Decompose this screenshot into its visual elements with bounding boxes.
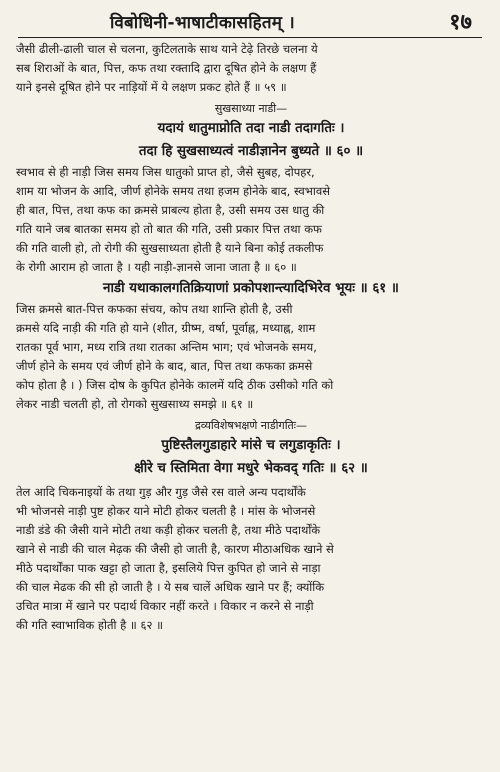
text-line: क्रमसे यदि नाड़ी की गति हो याने (शीत, ग्रीष्म, वर्षा, पूर्वाह्न, मध्याह्न, शाम	[16, 321, 316, 335]
header-rule	[18, 37, 482, 38]
text-line: तेल आदि चिकनाइयों के तथा गुड़ और गुड़ जैसे रस वाले अन्य पदार्थोंके	[16, 485, 306, 499]
text-line: की चाल मेढक की सी हो जाती है । ये सब चालें अधिक खाने पर हैं; क्योंकि	[16, 580, 325, 594]
page-header	[0, 6, 500, 36]
text-line: जिस क्रमसे बात-पित्त कफका संचय, कोप तथा शान्ति होती है, उसी	[16, 302, 293, 316]
text-line: मीठे पदार्थोंका पाक खट्टा हो जाता है, इसलिये पित्त कुपित हो जाने से नाड़ा	[16, 561, 321, 575]
page-body	[16, 40, 486, 635]
verse-62	[16, 434, 486, 480]
text-line: कोप होता है । ) जिस दोष के कुपित होनेके कालमें यदि ठीक उसीको गति को	[16, 378, 334, 392]
text-line: नाडी डंडे की जैसी याने मोटी तथा कड़ी होकर चलती है, तथा मीठे पदार्थोंके	[16, 523, 321, 537]
page-number: १७	[449, 10, 472, 35]
paragraph-59-commentary	[16, 40, 486, 97]
verse-line: पुष्टिस्तैलगुडाहारे मांसे च लगुडाकृतिः ।	[161, 438, 341, 453]
subheading-sukhasadhya: सुखसाध्या नाडी—	[214, 102, 288, 115]
text-line: सब शिराओं के बात, पित्त, कफ तथा रक्तादि द्वारा दूषित होने के लक्षण हैं	[16, 61, 317, 75]
text-line: के रोगी आराम हो जाता है । यही नाड़ी-ज्ञानसे जाना जाता है ॥ ६० ॥	[16, 260, 297, 274]
text-line: स्वभाव से ही नाड़ी जिस समय जिस धातुको प्राप्त हो, जैसे सुबह, दोपहर,	[16, 165, 315, 179]
paragraph-60-commentary	[16, 163, 486, 277]
text-line: जैसी ढीली-ढाली चाल से चलना, कुटिलताके साथ याने टेढ़े तिरछे चलना ये	[16, 42, 318, 56]
text-line: जीर्ण होने के समय एवं जीर्ण होने के बाद, बात, पित्त तथा कफका क्रमसे	[16, 359, 313, 373]
text-line: भी भोजनसे नाड़ी पुष्ट होकर याने मोटी होकर चलती है । मांस के भोजनसे	[16, 504, 316, 518]
subheading-dravya-vishesh: द्रव्यविशेषभक्षणे नाडीगतिः—	[194, 419, 308, 432]
text-line: ही बात, पित्त, तथा कफ का क्रमसे प्राबल्य होता है, उसी समय उस धातु की	[16, 203, 325, 217]
text-line: की गति स्वाभाविक होती है ॥ ६२ ॥	[16, 618, 163, 632]
verse-line: नाडी यथाकालगतिक्रियाणां प्रकोपशान्त्यादिभिरेव भूयः ॥ ६१ ॥	[103, 281, 399, 296]
verse-61	[16, 277, 486, 300]
text-line: शाम या भोजन के आदि, जीर्ण होनेके समय तथा हजम होनेके बाद, स्वभावसे	[16, 184, 331, 198]
text-line: खाने से नाडी की चाल मेढ़क की जैसी हो जाती है, कारण मीठाअधिक खाने से	[16, 542, 334, 556]
text-line: लेकर नाडी चलती हो, तो रोगको सुखसाध्य समझे ॥ ६१ ॥	[16, 397, 254, 411]
text-line: की गति वाली हो, तो रोगी की सुखसाध्यता होती है याने बिना कोई तकलीफ	[16, 241, 324, 255]
paragraph-61-commentary	[16, 300, 486, 414]
text-line: गति याने जब बातका समय हो तो बात की गति, उसी प्रकार पित्त तथा कफ	[16, 222, 322, 236]
text-line: रातका पूर्व भाग, मध्य रात्रि तथा रातका अन्तिम भाग; एवं भोजनके समय,	[16, 340, 317, 354]
verse-line: तदा हि सुखसाध्यत्वं नाडीज्ञानेन बुध्यते ॥ ६० ॥	[138, 144, 364, 159]
paragraph-62-commentary	[16, 483, 486, 635]
verse-60	[16, 117, 486, 163]
text-line: उचित मात्रा में खाने पर पदार्थ विकार नहीं करते । विकार न करने से नाड़ी	[16, 599, 314, 613]
verse-line: यदायं धातुमाप्नोति तदा नाडी तदागतिः ।	[157, 121, 345, 136]
verse-line: क्षीरे च स्तिमिता वेगा मधुरे भेकवद् गतिः ॥ ६२ ॥	[134, 461, 368, 476]
text-line: याने इनसे दूषित होने पर नाड़ियों में ये लक्षण प्रकट होते हैं ॥ ५९ ॥	[16, 80, 287, 94]
running-title: विबोधिनी-भाषाटीकासहितम् ।	[110, 13, 295, 33]
